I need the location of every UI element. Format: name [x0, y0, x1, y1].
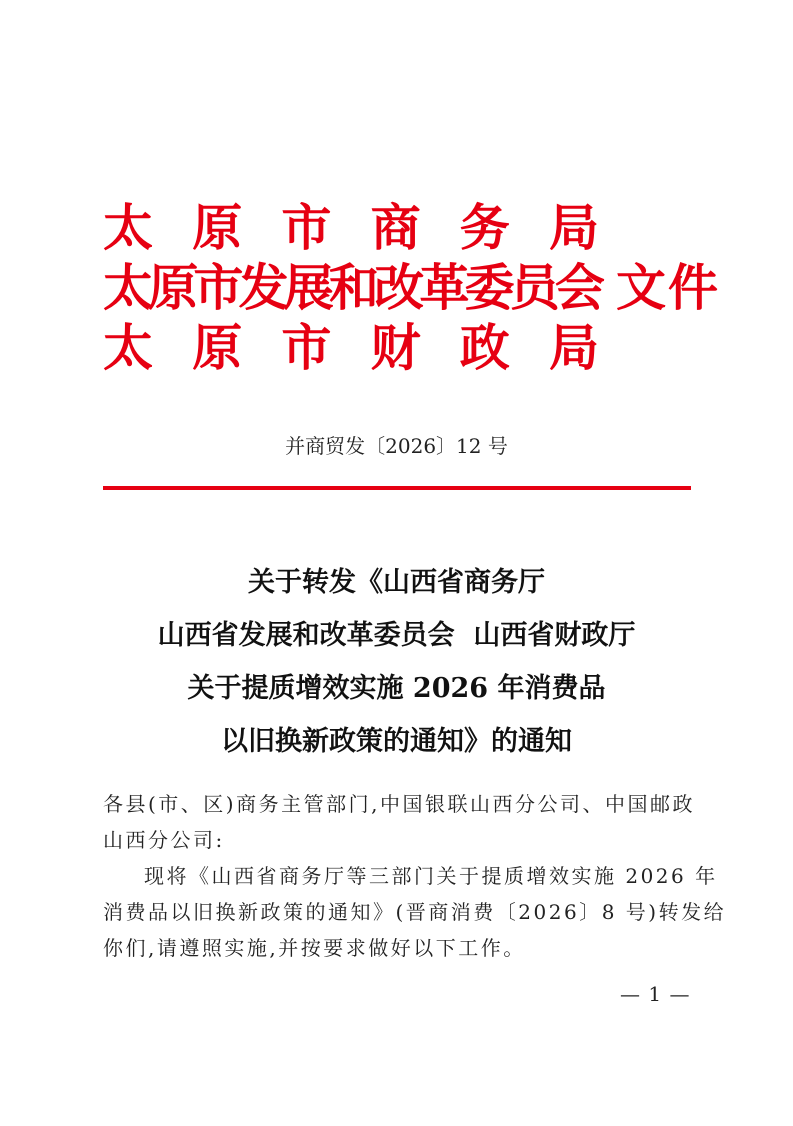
title-line-1: 关于转发《山西省商务厅 [248, 567, 545, 598]
issuer-character: 委 [464, 258, 515, 317]
document-title [0, 556, 793, 768]
issuer-character: 务 [459, 198, 510, 257]
issuer-character: 展 [283, 258, 334, 317]
red-separator-line [103, 486, 691, 490]
issuer-character: 太 [103, 258, 153, 317]
issuer-character: 局 [548, 318, 599, 377]
page-number: — 1 — [620, 982, 691, 1006]
issuer-finance-bureau [103, 318, 599, 378]
issuer-character: 原 [192, 198, 243, 257]
document-body [103, 786, 727, 966]
issuer-character: 原 [148, 258, 199, 317]
issuer-character: 原 [192, 318, 243, 377]
document-type-label: 文件 [616, 258, 720, 317]
issuer-character: 和 [328, 258, 379, 317]
issuer-character: 财 [370, 318, 421, 377]
issuer-commerce-bureau [103, 198, 599, 258]
title-line-4: 以旧换新政策的通知》的通知 [221, 726, 572, 757]
issuer-character: 太 [103, 198, 153, 257]
issuer-character: 会 [554, 258, 605, 317]
title-line-2: 山西省发展和改革委员会 山西省财政厅 [157, 620, 636, 651]
issuer-character: 员 [509, 258, 560, 317]
addressee-line-2: 山西分公司: [103, 828, 225, 852]
title-line-3: 关于提质增效实施 2026 年消费品 [187, 673, 606, 704]
document-number: 并商贸发〔2026〕12 号 [285, 434, 508, 458]
issuer-character: 革 [419, 258, 470, 317]
paragraph-line-3: 你们,请遵照实施,并按要求做好以下工作。 [103, 936, 526, 960]
issuer-character: 太 [103, 318, 153, 377]
paragraph-line-1: 现将《山西省商务厅等三部门关于提质增效实施 2026 年 [144, 864, 718, 888]
issuer-character: 政 [459, 318, 510, 377]
issuer-block [103, 198, 605, 388]
issuer-character: 局 [548, 198, 599, 257]
issuer-character: 发 [238, 258, 289, 317]
issuer-character: 商 [370, 198, 421, 257]
issuer-character: 市 [281, 198, 332, 257]
issuer-character: 改 [374, 258, 425, 317]
addressee-line-1: 各县(市、区)商务主管部门,中国银联山西分公司、中国邮政 [103, 792, 695, 816]
issuer-character: 市 [281, 318, 332, 377]
issuer-character: 市 [193, 258, 244, 317]
issuer-development-reform-commission [103, 258, 605, 318]
paragraph-line-2: 消费品以旧换新政策的通知》(晋商消费〔2026〕8 号)转发给 [103, 900, 727, 924]
